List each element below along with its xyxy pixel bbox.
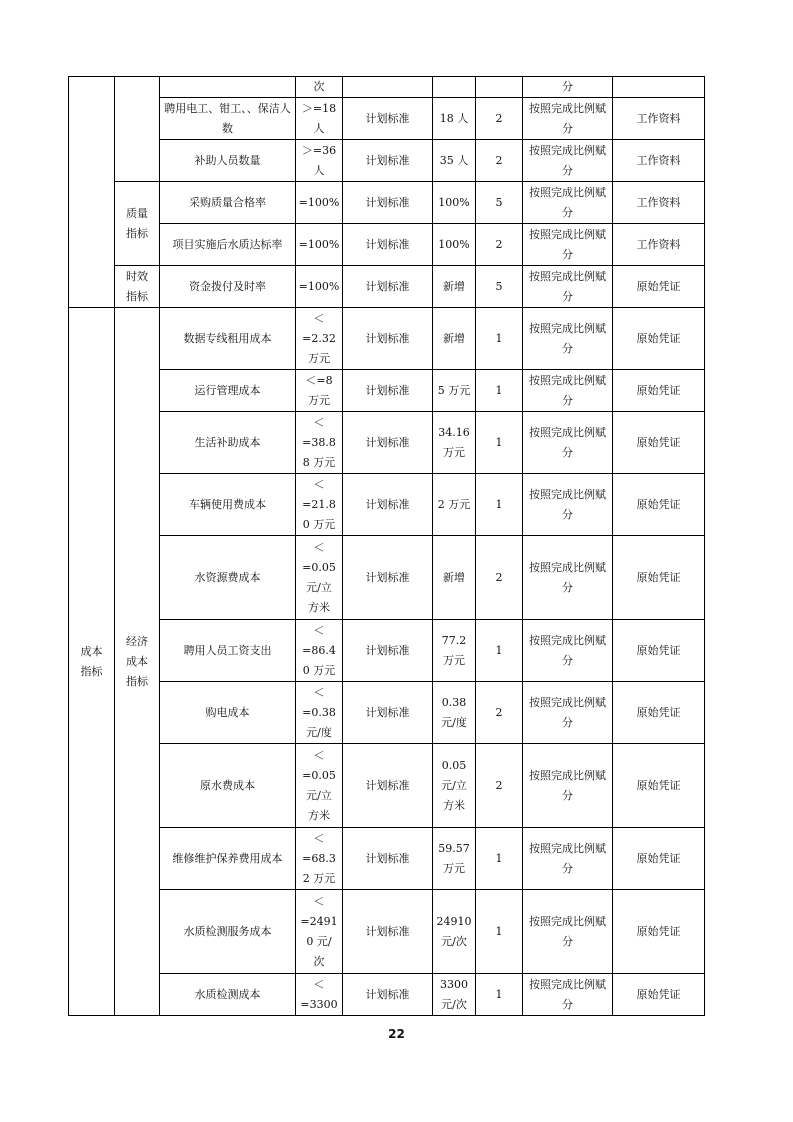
actual-value: 59.57 万元 (433, 828, 476, 890)
table-row (69, 77, 705, 98)
indicator-name: 水质检测成本 (160, 974, 296, 1016)
indicator-name: 数据专线租用成本 (160, 308, 296, 370)
weight: 2 (476, 98, 523, 140)
actual-value: 100% (433, 224, 476, 266)
criterion: 计划标准 (343, 182, 433, 224)
target-value: ＜ =3300 (296, 974, 343, 1016)
evidence-source (613, 77, 705, 98)
actual-value: 18 人 (433, 98, 476, 140)
table-row (69, 266, 705, 308)
criterion: 计划标准 (343, 224, 433, 266)
target-value: ＜ =0.05 元/立 方米 (296, 744, 343, 828)
table-row (69, 140, 705, 182)
weight: 2 (476, 682, 523, 744)
indicator-name: 运行管理成本 (160, 370, 296, 412)
table-row (69, 744, 705, 828)
scoring-method: 按照完成比例赋 分 (523, 474, 613, 536)
timeliness-indicator-group: 时效 指标 (115, 266, 160, 308)
cost-indicator-group: 成本 指标 (69, 308, 115, 1016)
evidence-source: 原始凭证 (613, 266, 705, 308)
level1-indicator-cell (69, 77, 115, 308)
weight: 1 (476, 620, 523, 682)
scoring-method: 按照完成比例赋 分 (523, 370, 613, 412)
actual-value: 24910 元/次 (433, 890, 476, 974)
actual-value: 0.38 元/度 (433, 682, 476, 744)
target-value: 次 (296, 77, 343, 98)
table-row (69, 412, 705, 474)
weight: 1 (476, 474, 523, 536)
quality-indicator-group: 质量 指标 (115, 182, 160, 266)
target-value: ＜ =38.8 8 万元 (296, 412, 343, 474)
table-row (69, 890, 705, 974)
scoring-method: 按照完成比例赋 分 (523, 266, 613, 308)
actual-value: 35 人 (433, 140, 476, 182)
evidence-source: 原始凭证 (613, 744, 705, 828)
actual-value (433, 77, 476, 98)
evidence-source: 原始凭证 (613, 974, 705, 1016)
indicator-name: 聘用电工、钳工、、保洁人数 (160, 98, 296, 140)
indicator-name: 原水费成本 (160, 744, 296, 828)
table-row (69, 224, 705, 266)
evidence-source: 原始凭证 (613, 412, 705, 474)
scoring-method: 按照完成比例赋 分 (523, 182, 613, 224)
scoring-method: 按照完成比例赋 分 (523, 98, 613, 140)
criterion: 计划标准 (343, 266, 433, 308)
criterion: 计划标准 (343, 682, 433, 744)
evidence-source: 原始凭证 (613, 370, 705, 412)
criterion: 计划标准 (343, 974, 433, 1016)
target-value: ＜ =86.4 0 万元 (296, 620, 343, 682)
actual-value: 34.16 万元 (433, 412, 476, 474)
weight: 2 (476, 744, 523, 828)
indicator-name: 聘用人员工资支出 (160, 620, 296, 682)
table-row (69, 828, 705, 890)
economic-cost-indicator-group: 经济 成本 指标 (115, 308, 160, 1016)
weight: 2 (476, 536, 523, 620)
indicator-name: 购电成本 (160, 682, 296, 744)
target-value: ＞=36 人 (296, 140, 343, 182)
actual-value: 新增 (433, 536, 476, 620)
scoring-method: 按照完成比例赋 分 (523, 682, 613, 744)
table-row (69, 370, 705, 412)
table-row (69, 620, 705, 682)
weight: 1 (476, 890, 523, 974)
indicator-name: 水资源费成本 (160, 536, 296, 620)
actual-value: 77.2 万元 (433, 620, 476, 682)
target-value: ＜ =2491 0 元/ 次 (296, 890, 343, 974)
table-row (69, 536, 705, 620)
actual-value: 2 万元 (433, 474, 476, 536)
target-value: ＜ =2.32 万元 (296, 308, 343, 370)
scoring-method: 分 (523, 77, 613, 98)
evidence-source: 工作资料 (613, 182, 705, 224)
criterion: 计划标准 (343, 536, 433, 620)
weight: 2 (476, 224, 523, 266)
target-value: ＜ =21.8 0 万元 (296, 474, 343, 536)
indicator-name: 采购质量合格率 (160, 182, 296, 224)
criterion (343, 77, 433, 98)
evidence-source: 原始凭证 (613, 890, 705, 974)
evidence-source: 原始凭证 (613, 620, 705, 682)
criterion: 计划标准 (343, 474, 433, 536)
weight: 1 (476, 828, 523, 890)
actual-value: 新增 (433, 266, 476, 308)
scoring-method: 按照完成比例赋 分 (523, 828, 613, 890)
target-value: ＜ =68.3 2 万元 (296, 828, 343, 890)
scoring-method: 按照完成比例赋 分 (523, 974, 613, 1016)
indicator-name: 资金拨付及时率 (160, 266, 296, 308)
table-row (69, 974, 705, 1016)
criterion: 计划标准 (343, 98, 433, 140)
evidence-source: 工作资料 (613, 140, 705, 182)
scoring-method: 按照完成比例赋 分 (523, 412, 613, 474)
criterion: 计划标准 (343, 370, 433, 412)
table-row (69, 182, 705, 224)
target-value: ＜ =0.05 元/立 方米 (296, 536, 343, 620)
table-row (69, 682, 705, 744)
indicator-name: 水质检测服务成本 (160, 890, 296, 974)
level2-indicator-cell (115, 77, 160, 182)
indicator-name: 生活补助成本 (160, 412, 296, 474)
indicator-name: 项目实施后水质达标率 (160, 224, 296, 266)
table-row (69, 308, 705, 370)
evidence-source: 原始凭证 (613, 682, 705, 744)
criterion: 计划标准 (343, 412, 433, 474)
evidence-source: 原始凭证 (613, 536, 705, 620)
criterion: 计划标准 (343, 620, 433, 682)
scoring-method: 按照完成比例赋 分 (523, 308, 613, 370)
target-value: =100% (296, 182, 343, 224)
scoring-method: 按照完成比例赋 分 (523, 890, 613, 974)
target-value: ＜ =0.38 元/度 (296, 682, 343, 744)
criterion: 计划标准 (343, 828, 433, 890)
weight: 5 (476, 182, 523, 224)
target-value: =100% (296, 224, 343, 266)
page-number: 22 (388, 1027, 405, 1041)
actual-value: 新增 (433, 308, 476, 370)
weight: 1 (476, 308, 523, 370)
target-value: ＞=18 人 (296, 98, 343, 140)
criterion: 计划标准 (343, 890, 433, 974)
actual-value: 100% (433, 182, 476, 224)
target-value: =100% (296, 266, 343, 308)
actual-value: 0.05 元/立 方米 (433, 744, 476, 828)
actual-value: 5 万元 (433, 370, 476, 412)
indicator-name (160, 77, 296, 98)
weight (476, 77, 523, 98)
evidence-source: 工作资料 (613, 224, 705, 266)
scoring-method: 按照完成比例赋 分 (523, 620, 613, 682)
weight: 1 (476, 412, 523, 474)
evidence-source: 工作资料 (613, 98, 705, 140)
criterion: 计划标准 (343, 744, 433, 828)
table-row (69, 474, 705, 536)
evidence-source: 原始凭证 (613, 828, 705, 890)
weight: 5 (476, 266, 523, 308)
actual-value: 3300 元/次 (433, 974, 476, 1016)
scoring-method: 按照完成比例赋 分 (523, 744, 613, 828)
table-row (69, 98, 705, 140)
weight: 1 (476, 974, 523, 1016)
scoring-method: 按照完成比例赋 分 (523, 536, 613, 620)
weight: 1 (476, 370, 523, 412)
indicator-name: 补助人员数量 (160, 140, 296, 182)
scoring-method: 按照完成比例赋 分 (523, 140, 613, 182)
evidence-source: 原始凭证 (613, 474, 705, 536)
indicator-name: 维修维护保养费用成本 (160, 828, 296, 890)
target-value: ＜=8 万元 (296, 370, 343, 412)
weight: 2 (476, 140, 523, 182)
criterion: 计划标准 (343, 308, 433, 370)
performance-indicator-table (68, 76, 705, 1016)
scoring-method: 按照完成比例赋 分 (523, 224, 613, 266)
evidence-source: 原始凭证 (613, 308, 705, 370)
indicator-name: 车辆使用费成本 (160, 474, 296, 536)
criterion: 计划标准 (343, 140, 433, 182)
